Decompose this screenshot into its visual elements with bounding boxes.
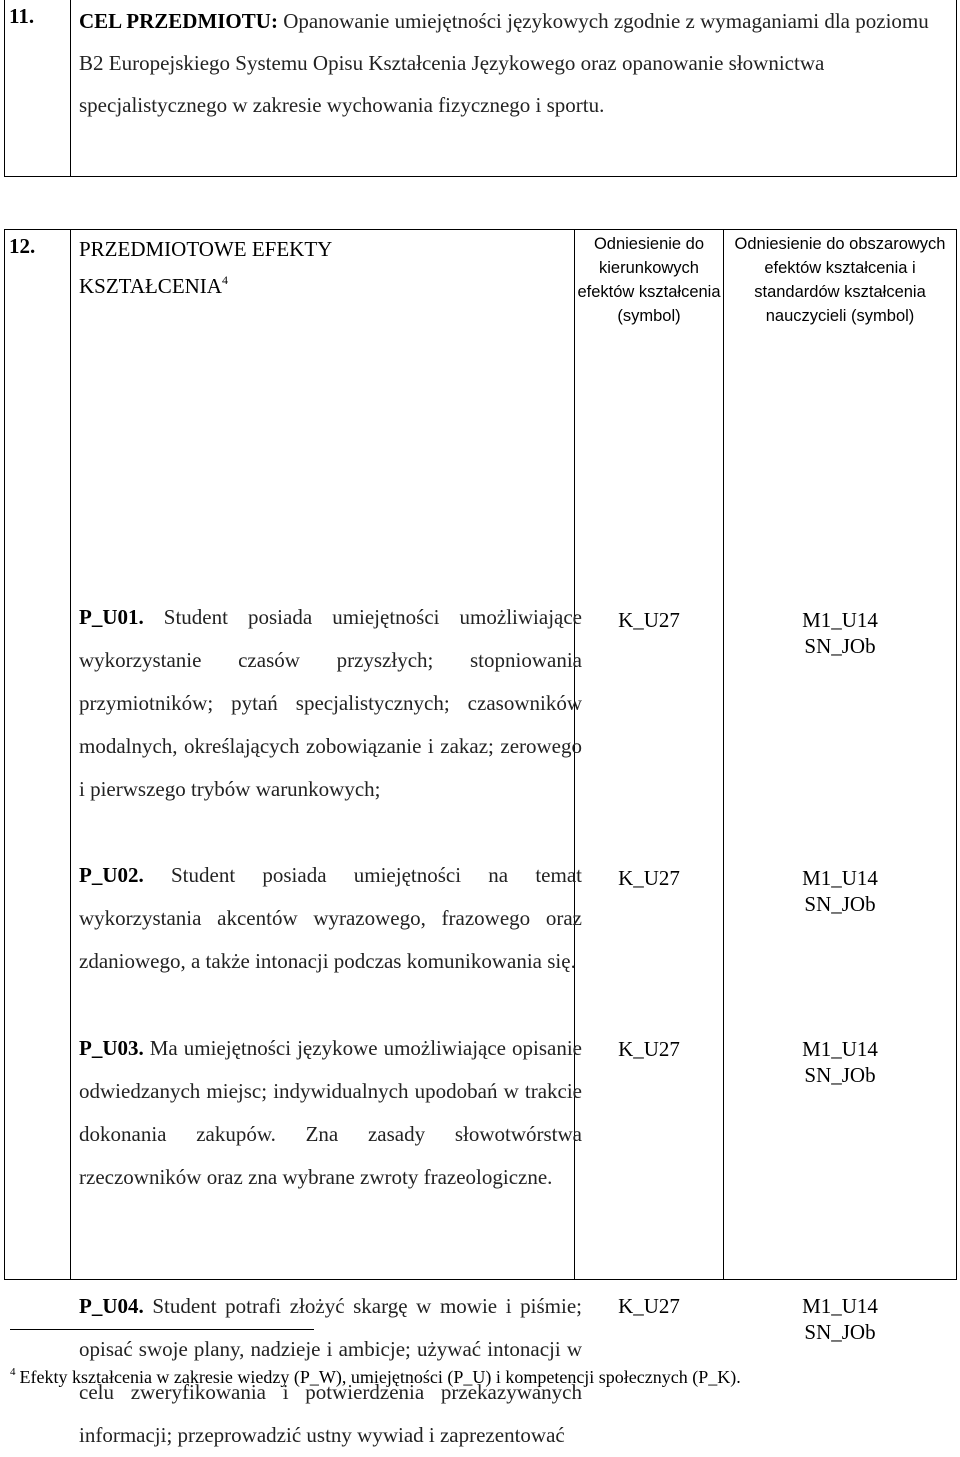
effect-p-u01: P_U01. Student posiada umiejętności umożliwiające wykorzystanie czasów przyszłych; stopniowania przymiotników; pytań specjalistycznych; czasowników modalnych, określających zobowiązanie i zakaz; zerowego i pierwszego trybów warunkowych; <box>79 605 582 801</box>
field-effect-code: K_U27 <box>618 1294 680 1318</box>
area-effect-codes: M1_U14 SN_JOb <box>802 1294 878 1344</box>
effect-p-u02: P_U02. Student posiada umiejętności na temat wykorzystania akcentów wyrazowego, frazowego oraz zdaniowego, a także intonacji podczas komunikowania się. <box>79 863 582 973</box>
section-12-number: 12. <box>5 230 71 1280</box>
footnote <box>10 1366 741 1388</box>
area-effect-codes: M1_U14 SN_JOb <box>802 866 878 916</box>
field-effects-column <box>575 230 724 1318</box>
section-11-row <box>5 0 957 177</box>
section-11-number: 11. <box>5 0 71 177</box>
field-effects-header: Odniesienie do kierunkowych efektów kształcenia (symbol) <box>577 235 721 325</box>
area-effects-column <box>724 230 957 1344</box>
footnote-text: Efekty kształcenia w zakresie wiedzy (P_W), umiejętności (P_U) i kompetencji społecznych (P_K). <box>19 1367 741 1387</box>
field-effect-code: K_U27 <box>618 866 680 890</box>
learning-outcomes-title: PRZEDMIOTOWE EFEKTY KSZTAŁCENIA$^4$ <box>79 237 333 298</box>
effect-p-u04: P_U04. Student potrafi złożyć skargę w mowie i piśmie; opisać swoje plany, nadzieje i ambicje; używać intonacji w celu zweryfikowania i potwierdzenia przekazywanych informacji; przeprowadzić ustny wywiad i zaprezentować <box>79 1294 582 1447</box>
footnote-number: 4 <box>10 1366 16 1378</box>
footnote-separator <box>10 1329 314 1330</box>
course-objective-label: CEL PRZEDMIOTU: <box>79 9 278 33</box>
area-effects-header: Odniesienie do obszarowych efektów kształcenia i standardów kształcenia nauczycieli (symbol) <box>734 235 946 325</box>
section-12-row <box>5 230 957 1280</box>
footnote-ref-4: 4 <box>221 273 228 287</box>
course-objective <box>71 0 957 177</box>
course-objective-text: Opanowanie umiejętności językowych zgodnie z wymaganiami dla poziomu B2 Europejskiego Systemu Opisu Kształcenia Językowego oraz opanowanie słownictwa specjalistycznego w zakresie wychowania fizycznego i sportu. <box>79 9 929 117</box>
field-effect-code: K_U27 <box>618 608 680 632</box>
area-effect-codes: M1_U14 SN_JOb <box>802 1037 878 1087</box>
area-effect-codes: M1_U14 SN_JOb <box>802 608 878 658</box>
field-effect-code: K_U27 <box>618 1037 680 1061</box>
effect-p-u03: P_U03. Ma umiejętności językowe umożliwiające opisanie odwiedzanych miejsc; indywidualnych upodobań w trakcie dokonania zakupów. Zna zasady słowotwórstwa rzeczowników oraz zna wybrane zwroty frazeologiczne. <box>79 1036 582 1189</box>
